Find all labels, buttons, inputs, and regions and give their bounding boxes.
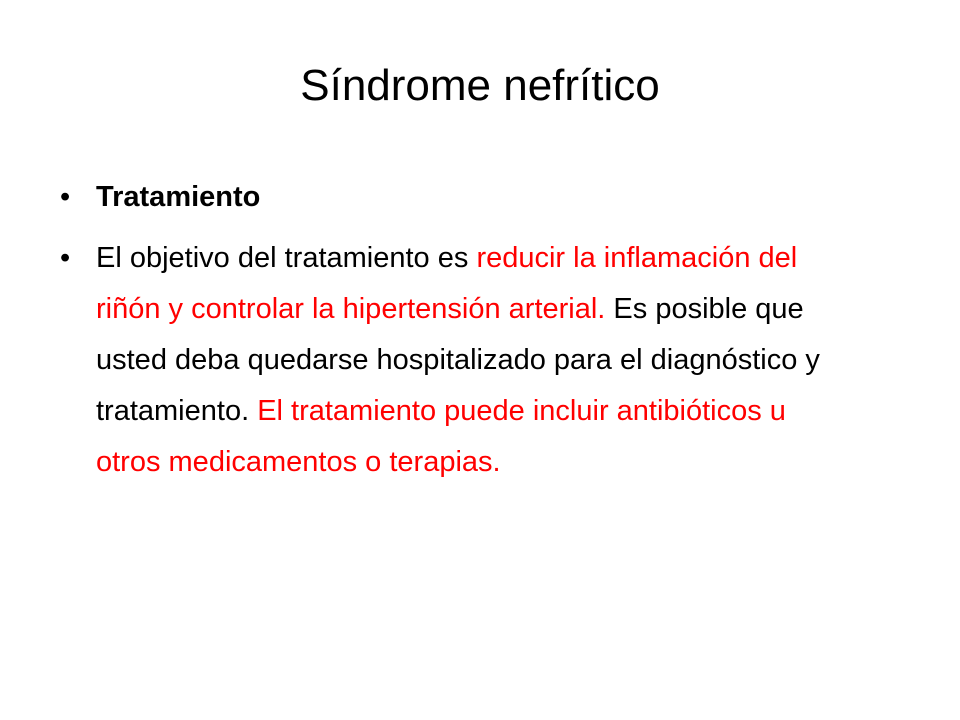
paragraph-segment-plain: Es posible que usted deba quedarse hospitalizado para el diagnóstico y tratamiento. bbox=[96, 293, 820, 427]
paragraph-segment-highlight: reducir la inflamación del riñón y controlar la hipertensión arterial. bbox=[96, 242, 798, 325]
slide-body bbox=[56, 172, 846, 498]
paragraph-segment-plain: El objetivo del tratamiento es bbox=[96, 242, 477, 274]
bullet-icon: • bbox=[60, 242, 71, 274]
bullet-icon: • bbox=[60, 181, 71, 213]
slide-title: Síndrome nefrítico bbox=[300, 61, 660, 110]
paragraph-segment-highlight: El tratamiento puede incluir antibióticos u otros medicamentos o terapias. bbox=[96, 395, 786, 478]
bullet-paragraph bbox=[56, 233, 846, 488]
heading-text: Tratamiento bbox=[96, 181, 261, 213]
bullet-heading bbox=[56, 172, 846, 223]
